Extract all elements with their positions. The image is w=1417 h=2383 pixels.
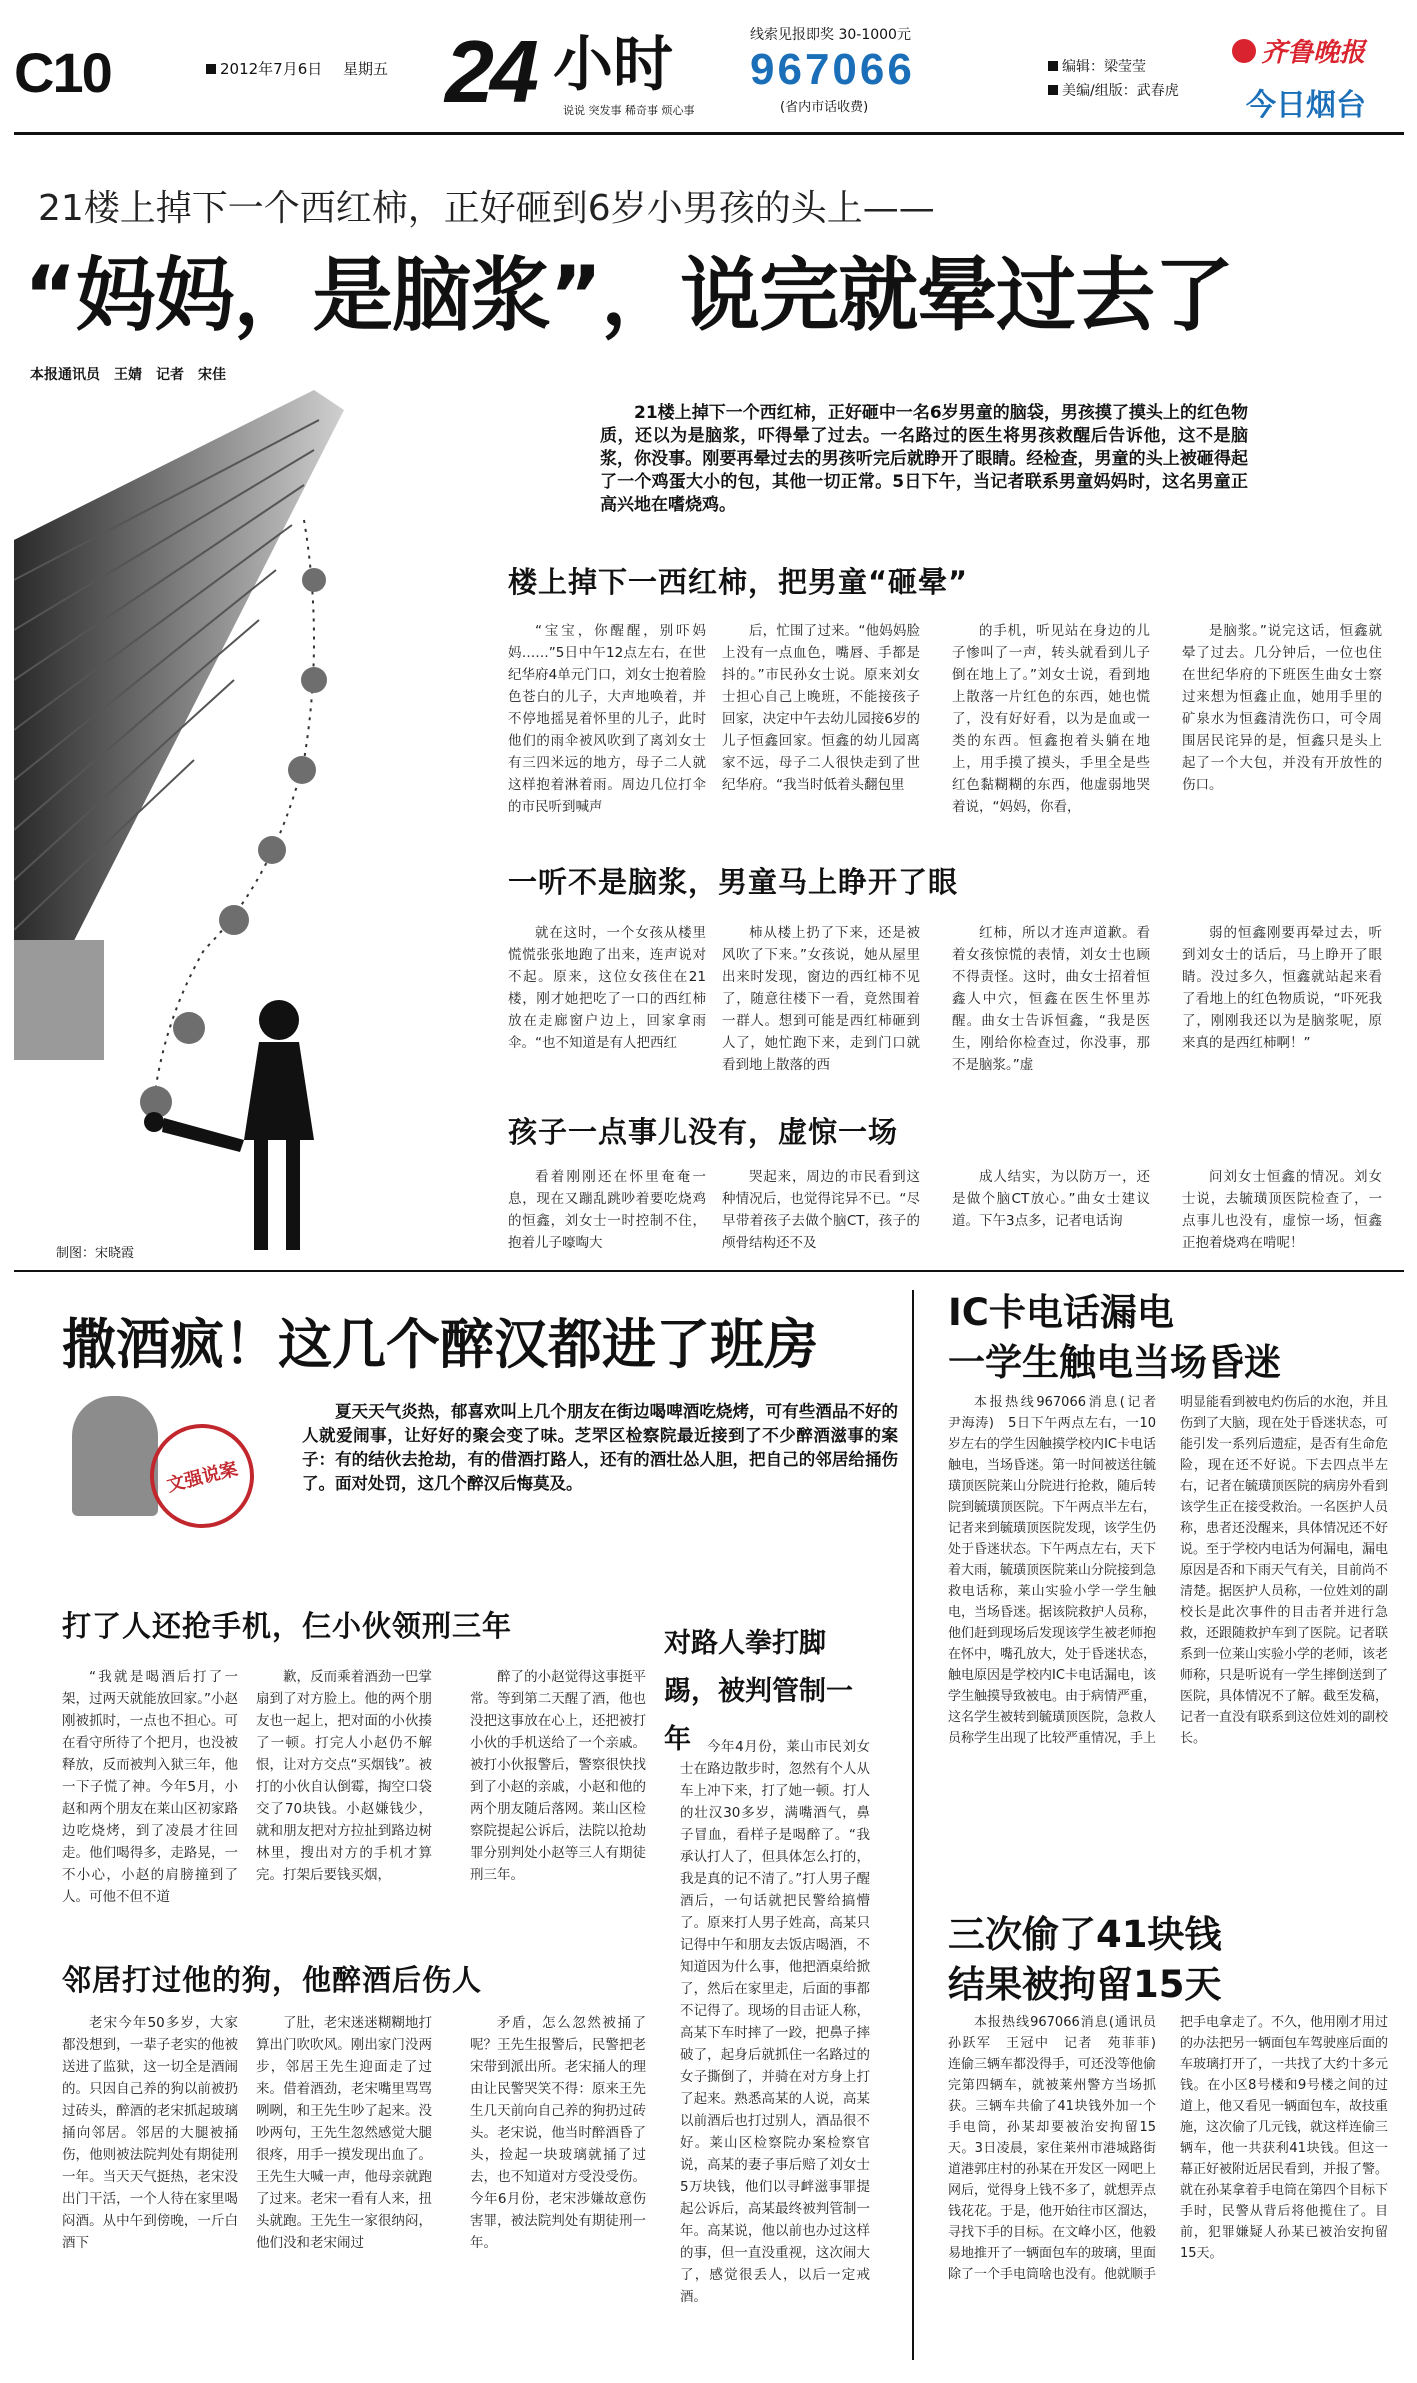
- story1-section2-col2: 柿从楼上扔了下来，还是被风吹了下来。”女孩说，她从屋里出来时发现，窗边的西红柿不见了，随意往楼下一看，竟然围着一群人。想到可能是西红柿砸到人了，她忙跑下来，走到门口就看到地上散落的西: [722, 925, 920, 1073]
- story1-section2-title: 一听不是脑浆，男童马上睁开了眼: [508, 865, 959, 899]
- story3-headline-line1: IC卡电话漏电: [948, 1291, 1174, 1334]
- story1-headline: “妈妈，是脑浆”，说完就晕过去了: [24, 249, 1234, 342]
- story1-byline: 本报通讯员 王婧 记者 宋佳: [30, 367, 226, 383]
- story3-headline-line2: 一学生触电当场昏迷: [948, 1341, 1281, 1384]
- story2-section3-col1: 今年4月份，莱山市民刘女士在路边散步时，忽然有个人从车上冲下来，打了她一顿。打人的壮汉30多岁，满嘴酒气，鼻子冒血，看样子是喝醉了。“我承认打人了，但具体怎么打的，我是真的记不清了。”打人男子醒酒后，一句话就把民警给搞懵了。原来打人男子姓高，高某只记得中午和朋友去饭店喝酒，不知道因为什么事，他把酒桌给掀了，然后在家里走，后面的事都不记得了。现场的目击证人称，高某下车时摔了一跤，把鼻子摔破了，起身后就抓住一名路过的女子撕倒了，并骑在对方身上打了起来。熟悉高某的人说，高某以前酒后也打过别人，酒品很不好。莱山区检察院办案检察官说，高某的妻子事后赔了刘女士5万块钱，他们以寻衅滋事罪提起公诉后，高某最终被判管制一年。高某说，他以前也办过这样的事，但一直没重视，这次闹大了，感觉很丢人，以后一定戒酒。: [680, 1739, 870, 2305]
- story2-lead: 夏天天气炎热，郁喜欢叫上几个朋友在街边喝啤酒吃烧烤，可有些酒品不好的人就爱闹事，让好好的聚会变了味。芝罘区检察院最近接到了不少醉酒滋事的案子：有的结伙去抢劫，有的借酒打路人，还有的酒壮怂人胆，把自己的邻居给捅伤了。面对处罚，这几个醉汉后悔莫及。: [302, 1402, 898, 1493]
- columnist-avatar: [72, 1396, 158, 1516]
- story1-bottom-rule: [14, 1270, 1404, 1272]
- hotline-block: [750, 24, 950, 115]
- weekday: 星期五: [343, 60, 389, 78]
- building-illustration: [14, 380, 514, 1270]
- story1-section3-col2: 哭起来，周边的市民看到这种情况后，也觉得诧异不已。“尽早带着孩子去做个脑CT，孩子的颅骨结构还不及: [722, 1169, 920, 1251]
- story2-section2-col1: 老宋今年50多岁，大家都没想到，一辈子老实的他被送进了监狱，这一切全是酒闹的。只因自己养的狗以前被扔过砖头，醉酒的老宋抓起玻璃捅向邻居。邻居的大腿被捅伤，他则被法院判处有期徒刑一年。当天天气挺热，老宋没出门干活，一个人待在家里喝闷酒。从中午到傍晚，一斤白酒下: [62, 2015, 238, 2251]
- hotline-note: (省内市话收费): [780, 100, 869, 115]
- story2-section1-col1: “我就是喝酒后打了一架，过两天就能放回家。”小赵刚被抓时，一点也不担心。可在看守所待了个把月，也没被释放，反而被判入狱三年，他一下子慌了神。今年5月，小赵和两个朋友在莱山区初家路边吃烧烤，到了凌晨才往回走。他们喝得多，走路晃，一不小心，小赵的肩膀撞到了人。可他不但不道: [62, 1669, 238, 1905]
- story1-lead: 21楼上掉下一个西红柿，正好砸中一名6岁男童的脑袋，男孩摸了摸头上的红色物质，还以为是脑浆，吓得晕了过去。一名路过的医生将男孩救醒后告诉他，这不是脑浆，你没事。刚要再晕过去的男孩听完后就睁开了眼睛。经检查，男童的头上被砸得起了一个鸡蛋大小的包，其他一切正常。5日下午，当记者联系男童妈妈时，这名男童正高兴地在嗜烧鸡。: [600, 403, 1248, 515]
- woman-silhouette: [244, 1000, 314, 1250]
- hotline-number: 967066: [750, 45, 915, 94]
- story1-section1-col2: 后，忙围了过来。“他妈妈脸上没有一点血色，嘴唇、手都是抖的。”市民孙女士说。原来刘女士担心自己上晚班，不能接孩子回家，决定中午去幼儿园接6岁的儿子恒鑫回家。恒鑫的幼儿园离家不远，母子二人很快走到了世纪华府。“我当时低着头翻包里: [722, 623, 920, 793]
- story4-headline-line2: 结果被拘留15天: [948, 1963, 1222, 2006]
- story1-kicker: 21楼上掉下一个西红柿，正好砸到6岁小男孩的头上——: [38, 188, 935, 229]
- story2-section1-col2: 歉，反而乘着酒劲一巴掌扇到了对方脸上。他的两个朋友也一起上，把对面的小伙揍了一顿。打完人小赵仍不解恨，让对方交点“买烟钱”。被打的小伙自认倒霉，掏空口袋交了70块钱。小赵嫌钱少，就和朋友把对方拉扯到路边树林里，搜出对方的手机才算完。打架后要钱买烟，: [256, 1669, 432, 1883]
- columnist-stamp: 文强说案: [139, 1413, 265, 1539]
- story1-section3-col1: 看着刚刚还在怀里奄奄一息，现在又蹦乱跳吵着要吃烧鸡的恒鑫，刘女士一时控制不住，抱着儿子嚎啕大: [508, 1169, 706, 1251]
- story1-section1-col4: 是脑浆。”说完这话，恒鑫就晕了过去。几分钟后，一位也住在世纪华府的下班医生曲女士察过来想为恒鑫止血，她用手里的矿泉水为恒鑫清洗伤口，可令周围居民诧异的是，恒鑫只是头上起了一个大包，并没有开放性的伤口。: [1182, 623, 1382, 793]
- editor-credit: 编辑：梁莹莹: [1048, 56, 1146, 76]
- story1-section2-col1: 就在这时，一个女孩从楼里慌慌张张地跑了出来，连声说对不起。原来，这位女孩住在21楼，刚才她把吃了一口的西红柿放在走廊窗户边上，回家拿雨伞。“也不知道是有人把西红: [508, 925, 706, 1051]
- designer-credit: 美编/组版：武春虎: [1048, 80, 1179, 100]
- story2-section1-title: 打了人还抢手机，仨小伙领刑三年: [62, 1609, 513, 1643]
- header-rule: [14, 132, 1404, 135]
- story1-section3-title: 孩子一点事儿没有，虚惊一场: [508, 1115, 899, 1149]
- brand-slogan: 说说 突发事 稀奇事 烦心事: [563, 104, 695, 117]
- paper-logo: [1232, 32, 1365, 69]
- story2-section2-title: 邻居打过他的狗，他醉酒后伤人: [62, 1963, 483, 1997]
- bushes: [14, 940, 104, 1060]
- brand-logo: [445, 22, 735, 122]
- story1-section3-col3: 成人结实，为以防万一，还是做个脑CT放心。”曲女士建议道。下午3点多，记者电话询: [952, 1169, 1150, 1229]
- paper-name: 齐鲁晚报: [1261, 38, 1366, 68]
- page-code: C10: [14, 41, 111, 104]
- edition-name: 今日烟台: [1246, 88, 1366, 123]
- sun-icon: [1232, 39, 1256, 63]
- illustration-credit: 制图：宋晓霞: [56, 1246, 135, 1261]
- brand-hours: 小时: [553, 30, 673, 100]
- building-facade: [14, 390, 344, 980]
- story3-body: 本报热线967066消息(记者 尹海涛) 5日下午两点左右，一10岁左右的学生因触摸学校内IC卡电话触电，当场昏迷。第一时间被送往毓璜顶医院莱山分院进行抢救，随后转院到毓璜顶医院。下午两点半左右，记者来到毓璜顶医院发现，该学生仍处于昏迷状态。下午两点左右，天下着大雨，毓璜顶医院莱山分院接到急救电话称，莱山实验小学一学生触电，当场昏迷。据该院救护人员称，他们赶到现场后发现该学生被老师抱在怀中，嘴孔放大，处于昏迷状态，触电原因是学校内IC卡电话漏电，该学生触摸导致被电。由于病情严重，这名学生被转到毓璜顶医院，急救人员称学生出现了比较严重情况，手上明显能看到被电灼伤后的水泡，并且伤到了大脑，现在处于昏迷状态，可能引发一系列后遗症，是否有生命危险，现在还不好说。下去四点半左右，记者在毓璜顶医院的病房外看到该学生正在接受救治。一名医护人员称，患者还没醒来，具体情况还不好说。至于学校内电话为何漏电，漏电原因是否和下雨天气有关，目前尚不清楚。据医护人员称，一位姓刘的副校长是此次事件的目击者并进行急救，还跟随救护车到了医院。记者联系到一位莱山实验小学的老师，该老师称，只是听说有一学生摔倒送到了医院，具体情况不了解。截至发稿，记者一直没有联系到这位姓刘的副校长。: [948, 1395, 1388, 1746]
- column-divider: [912, 1290, 914, 2360]
- story1-section2-col4: 弱的恒鑫刚要再晕过去，听到刘女士的话后，马上睁开了眼睛。没过多久，恒鑫就站起来看了看地上的红色物质说，“吓死我了，刚刚我还以为是脑浆呢，原来真的是西红柿啊！”: [1182, 925, 1382, 1051]
- story1-section1-col1: “宝宝，你醒醒，别吓妈妈……”5日中午12点左右，在世纪华府4单元门口，刘女士抱着脸色苍白的儿子，大声地唤着，并不停地摇晃着怀里的儿子，此时他们的雨伞被风吹到了离刘女士有三四米远的地方，母子二人就这样抱着淋着雨。周边几位打伞的市民听到喊声: [508, 623, 706, 815]
- hotline-label: 线索见报即奖 30-1000元: [750, 27, 911, 43]
- boy-silhouette: [144, 1112, 244, 1152]
- date-line: [206, 58, 388, 79]
- story2-section3-title: 对路人拳打脚踢，被判管制一年: [664, 1628, 853, 1755]
- date: 2012年7月6日: [220, 60, 323, 78]
- story1-section2-col3: 红柿，所以才连声道歉。看着女孩惊慌的表情，刘女士也顾不得责怪。这时，曲女士招着恒鑫人中穴，恒鑫在医生怀里苏醒。曲女士告诉恒鑫，“我是医生，刚给你检查过，你没事，那不是脑浆。”虚: [952, 925, 1150, 1073]
- story2-headline: 撒酒疯！这几个醉汉都进了班房: [62, 1313, 818, 1376]
- story2-section2-col2: 了肚，老宋迷迷糊糊地打算出门吹吹风。刚出家门没两步，邻居王先生迎面走了过来。借着酒劲，老宋嘴里骂骂咧咧，和王先生吵了起来。没吵两句，王先生忽然感觉大腿很疼，用手一摸发现出血了。王先生大喊一声，他母亲就跑了过来。老宋一看有人来，扭头就跑。王先生一家很纳闷，他们没和老宋闹过: [256, 2015, 432, 2251]
- story4-body: 本报热线967066消息(通讯员 孙跃军 王冠中 记者 苑菲菲) 连偷三辆车都没得手，可还没等他偷完第四辆车，就被莱州警方当场抓获。三辆车共偷了41块钱外加一个手电筒，孙某却要被治安拘留15天。3日凌晨，家住莱州市港城路街道港郭庄村的孙某在开发区一网吧上网后，觉得身上钱不多了，就想弄点钱花花。于是，他开始往市区溜达，寻找下手的目标。在文峰小区，他毅易地推开了一辆面包车的玻璃，里面除了一个手电筒啥也没有。他就顺手把手电拿走了。不久，他用刚才用过的办法把另一辆面包车驾驶座后面的车玻璃打开了，一共找了大约十多元钱。在小区8号楼和9号楼之间的过道上，他又看见一辆面包车，故技重施，这次偷了几元钱，就这样连偷三辆车，他一共获利41块钱。但这一幕正好被附近居民看到，并报了警。就在孙某拿着手电筒在第四个目标下手时，民警从背后将他揽住了。目前，犯罪嫌疑人孙某已被治安拘留15天。: [948, 2015, 1388, 2282]
- story4-headline-line1: 三次偷了41块钱: [948, 1913, 1222, 1956]
- story2-section2-col3: 矛盾，怎么忽然被捅了呢？王先生报警后，民警把老宋带到派出所。老宋捅人的理由让民警哭笑不得：原来王先生几天前向自己养的狗扔过砖头。老宋说，他当时醉酒昏了头，捡起一块玻璃就捅了过去，也不知道对方受没受伤。今年6月份，老宋涉嫌故意伤害罪，被法院判处有期徒刑一年。: [470, 2015, 646, 2251]
- story1-section1-col3: 的手机，听见站在身边的儿子惨叫了一声，转头就看到儿子倒在地上了。”刘女士说，看到地上散落一片红色的东西，她也慌了，没有好好看，以为是血或一类的东西。恒鑫抱着头躺在地上，用手摸了摸头，手里全是些红色黏糊糊的东西，他虚弱地哭着说，“妈妈，你看，: [952, 623, 1150, 815]
- story2-section1-col3: 醉了的小赵觉得这事挺平常。等到第二天醒了酒，他也没把这事放在心上，还把被打小伙的手机送给了一个亲戚。被打小伙报警后，警察很快找到了小赵的亲戚，小赵和他的两个朋友随后落网。莱山区检察院提起公诉后，法院以抢劫罪分别判处小赵等三人有期徒刑三年。: [470, 1669, 646, 1883]
- story1-section1-title: 楼上掉下一西红柿，把男童“砸晕”: [508, 565, 969, 599]
- brand-24: 24: [445, 22, 535, 121]
- story1-section3-col4: 问刘女士恒鑫的情况。刘女士说，去毓璜顶医院检查了，一点事儿也没有，虚惊一场，恒鑫正抱着烧鸡在啃呢！: [1182, 1169, 1382, 1251]
